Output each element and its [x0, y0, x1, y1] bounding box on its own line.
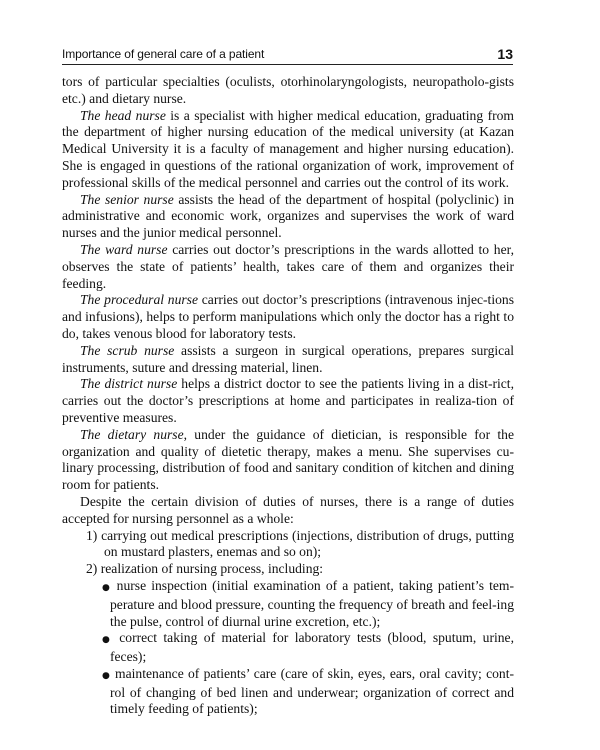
term: The senior nurse	[80, 191, 174, 207]
body-text	[62, 74, 514, 718]
running-header	[62, 44, 513, 65]
term: The district nurse	[80, 376, 178, 392]
bullet-icon: ●	[102, 582, 112, 593]
paragraph	[62, 108, 514, 192]
paragraph-text: assists the head of the department of hospital (polyclinic) in administrative and economic work, organizes and supervises the work of ward nurses and the junior medical personnel.	[62, 191, 514, 241]
bullet-text: correct taking of material for laboratory tests (blood, sputum, urine, feces);	[110, 630, 514, 665]
bullet-item	[62, 630, 514, 666]
paragraph-text: , under the guidance of dietician, is responsible for the organization and quality of dietetic therapy, makes a menu. She supervises cu-linary processing, distribution of food and sanitary condition of kitchen and dining room for patients.	[62, 426, 514, 493]
term: The procedural nurse	[80, 292, 199, 308]
paragraph	[62, 292, 514, 342]
bullet-icon: ●	[102, 670, 111, 681]
list-item: 2) realization of nursing process, including:	[86, 561, 324, 577]
paragraph-text: carries out doctor’s prescriptions in the wards allotted to her, observes the state of patients’ health, takes care of them and organizes their feeding.	[62, 241, 515, 291]
bullet-text: maintenance of patients’ care (care of skin, eyes, ears, oral cavity; cont-rol of changing of bed linen and underwear; organization of correct and timely feeding of patients);	[110, 665, 515, 717]
paragraph-text: carries out doctor’s prescriptions (intravenous injec-tions and infusions), helps to perform manipulations which only the doctor has a right to do, takes venous blood for laboratory tests.	[62, 292, 514, 341]
bullet-item	[62, 666, 514, 718]
paragraph-text: Despite the certain division of duties of nurses, there is a range of duties accepted for nursing personnel as a whole:	[62, 493, 514, 526]
term: The ward nurse	[80, 241, 168, 257]
paragraph	[62, 192, 514, 242]
page-number: 13	[497, 46, 513, 62]
paragraph-text: helps a district doctor to see the patients living in a dist-rict, carries out the doctor’s prescriptions at home and participates in realiza-tion of preventive measures.	[62, 376, 514, 425]
paragraph	[62, 74, 514, 108]
paragraph	[62, 242, 514, 292]
bullet-text: nurse inspection (initial examination of a patient, taking patient’s tem-perature and blood pressure, counting the frequency of breath and feel-ing the pulse, control of diurnal urine excretion, etc.);	[110, 577, 514, 629]
term: The scrub nurse	[80, 342, 175, 358]
term: The dietary nurse	[80, 426, 184, 442]
paragraph	[62, 376, 514, 426]
paragraph-text: is a specialist with higher medical education, graduating from the department of higher nursing education of the medical university (at Kazan Medical University it is a faculty of management and higher nursing education). She is engaged in questions of the rational organization of work, improvement of professional skills of the medical personnel and carries out the control of its work.	[62, 107, 514, 190]
duties-list	[62, 528, 514, 578]
list-item: 1) carrying out medical prescriptions (injections, distribution of drugs, putting on mustard plasters, enemas and so on);	[86, 527, 514, 560]
running-title: Importance of general care of a patient	[62, 47, 265, 61]
paragraph-text: assists a surgeon in surgical operations, prepares surgical instruments, suture and dressing material, linen.	[62, 342, 515, 375]
bullet-item	[62, 578, 514, 630]
bullet-list	[62, 578, 514, 718]
paragraph	[62, 343, 514, 377]
term: The head nurse	[80, 107, 166, 123]
paragraph	[62, 494, 514, 528]
paragraph	[62, 427, 514, 494]
bullet-icon: ●	[102, 635, 113, 646]
paragraph-text: tors of particular specialties (oculists, otorhinolaryngologists, neuropatholo-gists etc.) and dietary nurse.	[62, 74, 514, 106]
